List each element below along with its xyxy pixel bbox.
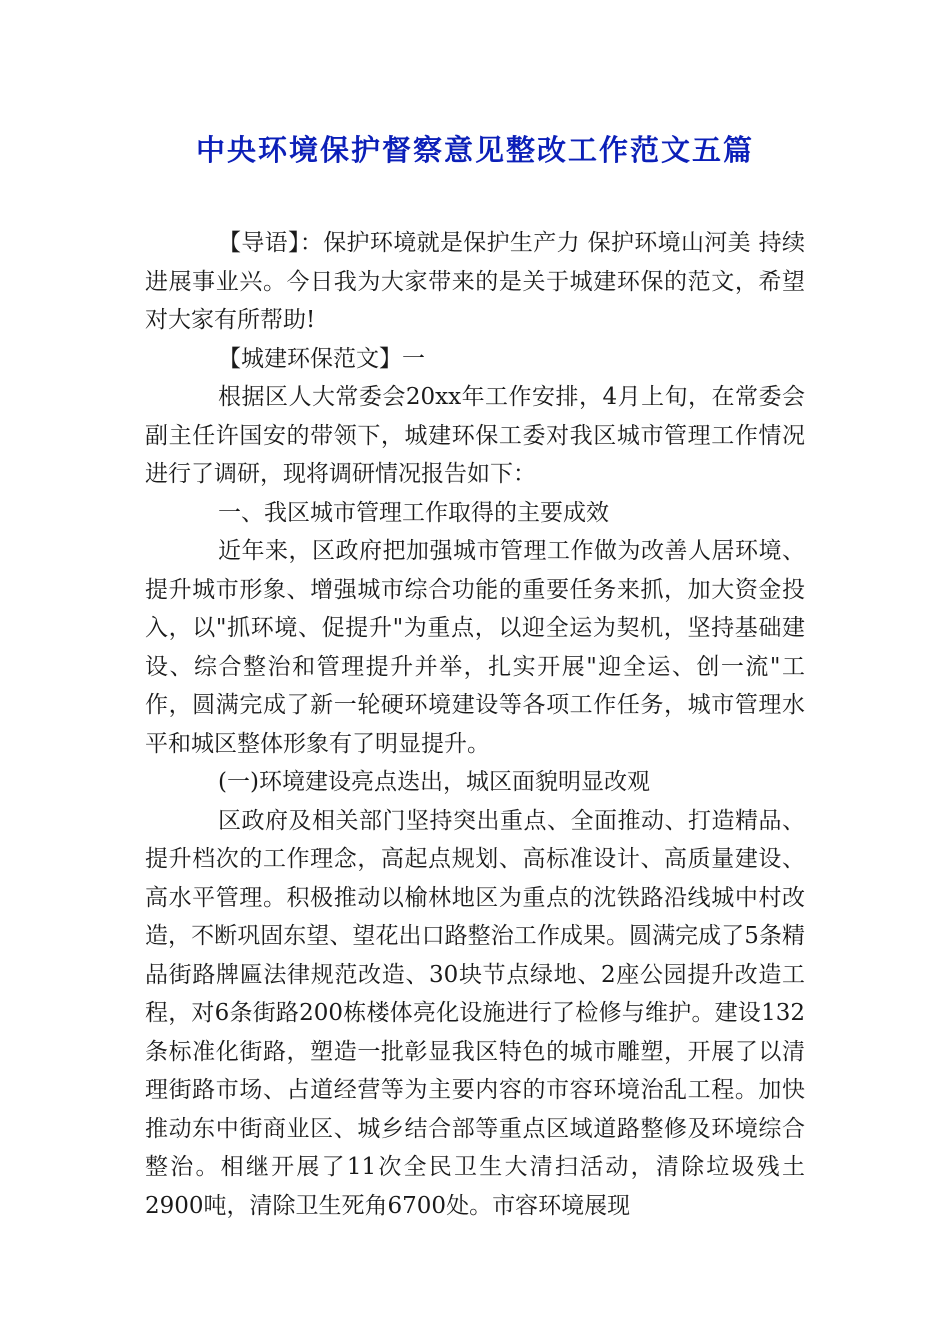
body-paragraph: 区政府及相关部门坚持突出重点、全面推动、打造精品、提升档次的工作理念，高起点规划、高标准设计、高质量建设、高水平管理。积极推动以榆林地区为重点的沈铁路沿线城中村改造，不断巩固东望、望花出口路整治工作成果。圆满完成了5条精品街路牌匾法律规范改造、30块节点绿地、2座公园提升改造工程，对6条街路200栋楼体亮化设施进行了检修与维护。建设132条标准化街路，塑造一批彰显我区特色的城市雕塑，开展了以清理街路市场、占道经营等为主要内容的市容环境治乱工程。加快推动东中街商业区、城乡结合部等重点区域道路整修及环境综合整治。相继开展了11次全民卫生大清扫活动，清除垃圾残土2900吨，清除卫生死角6700处。市容环境展现 (145, 807, 805, 1219)
body-paragraph: 根据区人大常委会20xx年工作安排，4月上旬，在常委会副主任许国安的带领下，城建环保工委对我区城市管理工作情况进行了调研，现将调研情况报告如下： (145, 384, 805, 487)
subsection-heading: 一、我区城市管理工作取得的主要成效 (218, 499, 609, 526)
document-title: 中央环境保护督察意见整改工作范文五篇 (195, 133, 754, 167)
subsection-heading: (一)环境建设亮点迭出，城区面貌明显改观 (218, 769, 650, 795)
body-paragraph: 近年来，区政府把加强城市管理工作做为改善人居环境、提升城市形象、增强城市综合功能的重要任务来抓，加大资金投入，以"抓环境、促提升"为重点，以迎全运为契机，坚持基础建设、综合整治和管理提升并举，扎实开展"迎全运、创一流"工作，圆满完成了新一轮硬环境建设等各项工作任务，城市管理水平和城区整体形象有了明显提升。 (145, 538, 805, 757)
document-body (145, 224, 805, 1225)
intro-paragraph: 【导语】：保护环境就是保护生产力 保护环境山河美 持续进展事业兴。今日我为大家带来的是关于城建环保的范文，希望对大家有所帮助! (145, 230, 805, 333)
section-heading: 【城建环保范文】一 (218, 345, 425, 372)
